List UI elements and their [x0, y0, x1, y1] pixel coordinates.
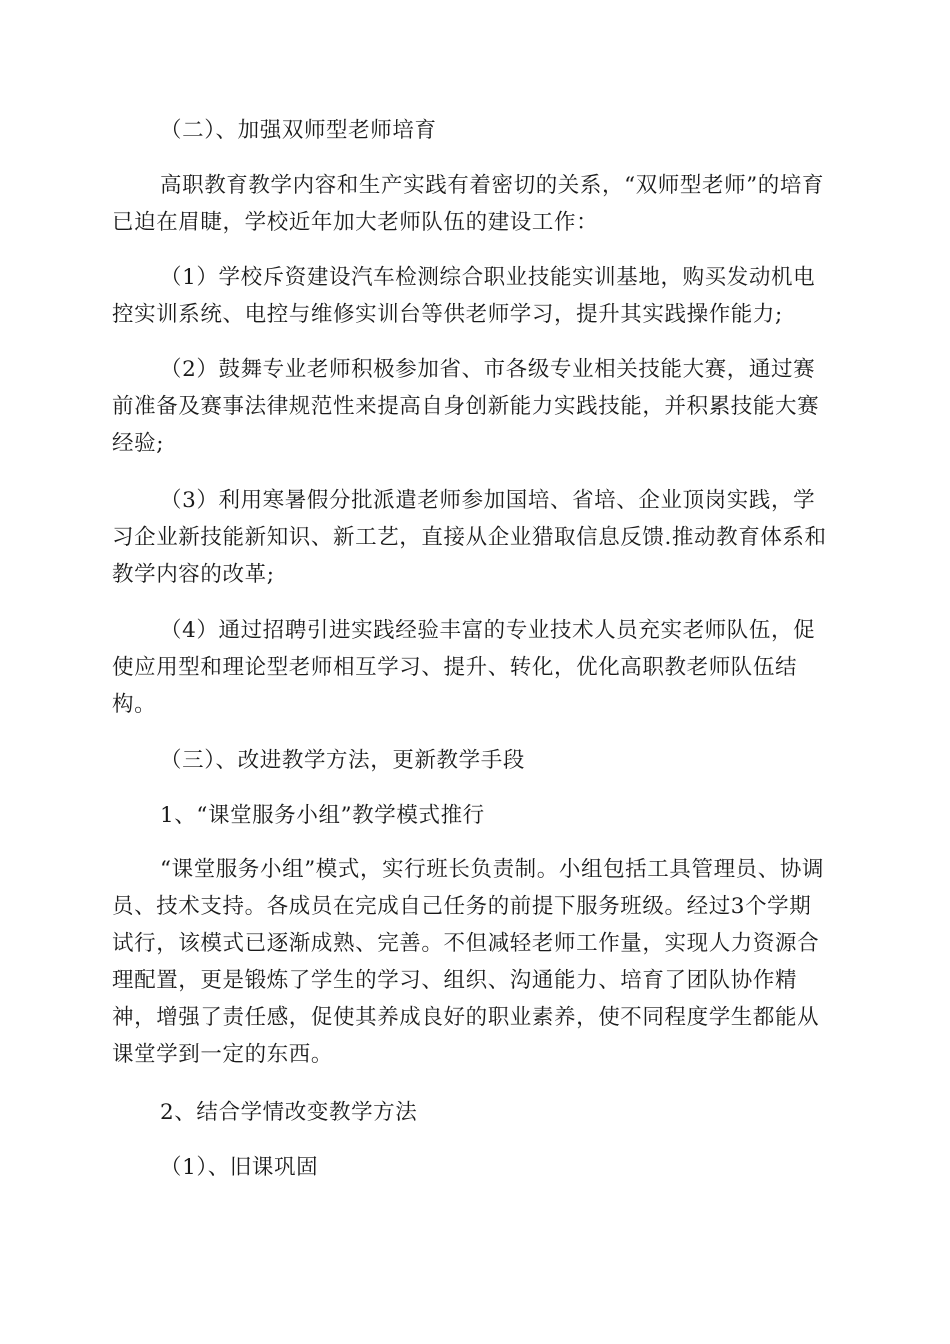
- subheading-1: 1、“课堂服务小组”教学模式推行: [160, 803, 485, 828]
- list-item-1: （1）学校斥资建设汽车检测综合职业技能实训基地，购买发动机电控实训系统、电控与维修实训台等供老师学习，提升其实践操作能力;: [112, 265, 816, 327]
- paragraph-intro: 高职教育教学内容和生产实践有着密切的关系，“双师型老师”的培育已迫在眉睫，学校近年加大老师队伍的建设工作：: [112, 173, 825, 235]
- list-item-2: （2）鼓舞专业老师积极参加省、市各级专业相关技能大赛，通过赛前准备及赛事法律规范性来提高自身创新能力实践技能，并积累技能大赛经验;: [112, 357, 820, 456]
- list-item-4: （4）通过招聘引进实践经验丰富的专业技术人员充实老师队伍，促使应用型和理论型老师相互学习、提升、转化，优化高职教老师队伍结构。: [112, 618, 816, 717]
- list-item-3: （3）利用寒暑假分批派遣老师参加国培、省培、企业顶岗实践，学习企业新技能新知识、新工艺，直接从企业猎取信息反馈.推动教育体系和教学内容的改革;: [112, 488, 827, 587]
- section-heading-3: （三）、改进教学方法，更新教学手段: [160, 748, 525, 773]
- subheading-2: 2、结合学情改变教学方法: [160, 1100, 418, 1125]
- paragraph-service-group: “课堂服务小组”模式，实行班长负责制。小组包括工具管理员、协调员、技术支持。各成员在完成自己任务的前提下服务班级。经过3个学期试行，该模式已逐渐成熟、完善。不但减轻老师工作量，实现人力资源合理配置，更是锻炼了学生的学习、组织、沟通能力、培育了团队协作精神，增强了责任感，促使其养成良好的职业素养，使不同程度学生都能从课堂学到一定的东西。: [112, 857, 825, 1067]
- subheading-2-item-1: （1）、旧课巩固: [160, 1155, 319, 1180]
- section-heading-2: （二）、加强双师型老师培育: [160, 118, 437, 143]
